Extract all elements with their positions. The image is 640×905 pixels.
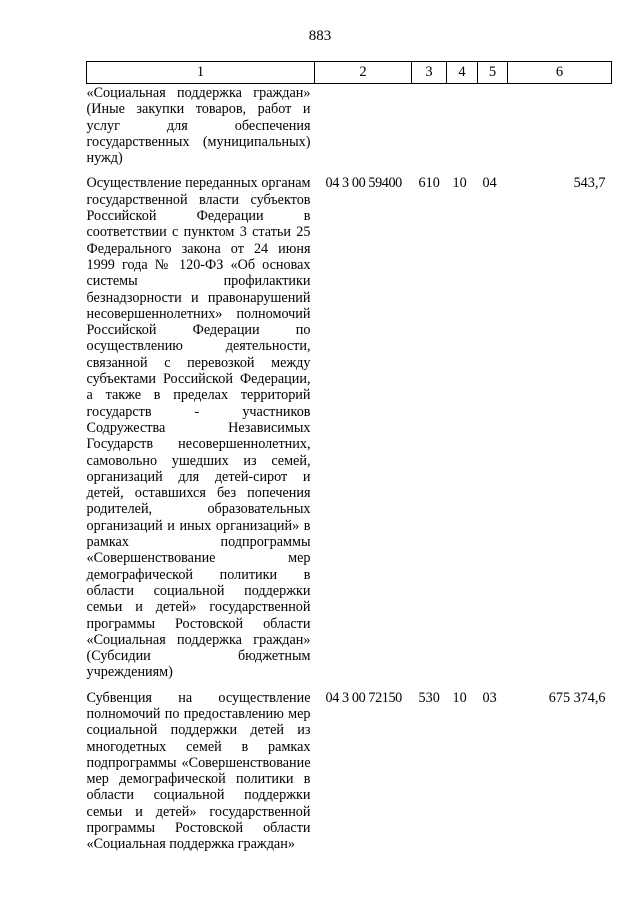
table-row <box>87 84 612 167</box>
row-section: 10 <box>452 689 467 706</box>
row-amount: 543,7 <box>573 175 606 192</box>
budget-table <box>86 61 612 853</box>
table-row <box>87 166 612 680</box>
table-header-row <box>87 62 612 84</box>
row-expense-type: 530 <box>418 689 440 706</box>
column-header-6: 6 <box>508 62 612 84</box>
row-target-code <box>315 84 412 167</box>
row-amount: 675 374,6 <box>548 689 606 706</box>
column-header-2: 2 <box>315 62 412 84</box>
page-number: 883 <box>308 28 332 44</box>
row-section: 10 <box>452 175 467 192</box>
column-header-4: 4 <box>447 62 478 84</box>
column-header-1: 1 <box>87 62 315 84</box>
row-subsection <box>478 84 508 167</box>
row-target-code: 04 3 00 59400 <box>325 175 402 192</box>
row-subsection: 04 <box>482 175 497 192</box>
column-header-5: 5 <box>478 62 508 84</box>
row-expense-type <box>412 84 447 167</box>
row-section <box>447 84 478 167</box>
row-expense-type: 610 <box>418 175 440 192</box>
row-description: Субвенция на осуществление полномочий по предоставлению мер социальной поддержки детей из многодетных семей в рамках подпрограммы «Совершенствование мер демографической политики в области социальной поддержки семьи и детей» государственной программы Ростовской области «Социальная поддержка граждан» <box>86 689 311 853</box>
row-description: «Социальная поддержка граждан» (Иные закупки товаров, работ и услуг для обеспечения государственных (муниципальных) нужд) <box>86 85 311 167</box>
row-description: Осуществление переданных органам государственной власти субъектов Российской Федерации в соответствии с пунктом 3 статьи 25 Федерального закона от 24 июня 1999 года № 120-ФЗ «Об основах системы профилактики безнадзорности и правонарушений несовершеннолетних» полномочий Российской Федерации по осуществлению деятельности, связанной с перевозкой между субъектами Российской Федерации, а также в пределах территорий государств - участников Содружества Независимых Государств несовершеннолетних, самовольно ушедших из семей, организаций для детей-сирот и детей, оставшихся без попечения родителей, образовательных организаций и иных организаций» в рамках подпрограммы «Совершенствование мер демографической политики в области социальной поддержки семьи и детей» государственной программы Ростовской области «Социальная поддержка граждан» (Субсидии бюджетным учреждениям) <box>86 175 311 681</box>
row-amount <box>508 84 612 167</box>
table-row <box>87 681 612 853</box>
row-subsection: 03 <box>482 689 497 706</box>
row-target-code: 04 3 00 72150 <box>325 689 402 706</box>
column-header-3: 3 <box>412 62 447 84</box>
